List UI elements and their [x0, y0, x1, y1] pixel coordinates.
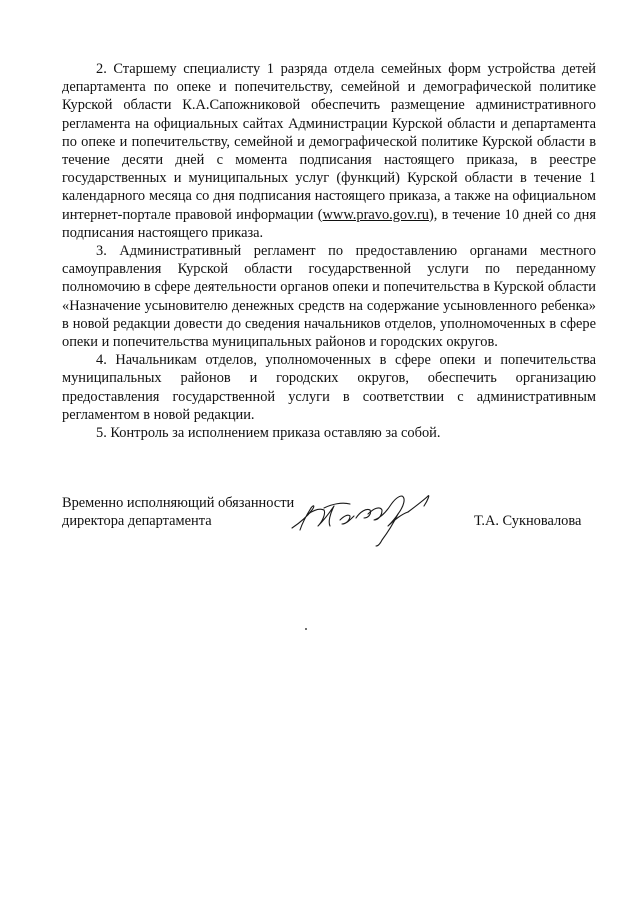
signatory-position-line-1: Временно исполняющий обязанности — [62, 495, 295, 511]
order-body — [62, 60, 596, 442]
signatory-name: Т.А. Сукновалова — [474, 513, 582, 529]
paragraph-2-text: 2. Старшему специалисту 1 разряда отдела семейных форм устройства детей департамента по опеке и попечительству, семейной и демографической политике Курской области К.А.Сапожниковой обеспечить размещение административного регламента на официальных сайтах Администрации Курской области и департамента по опеке и попечительству, семейной и демографической политике Курской области в течение десяти дней с момента подписания настоящего приказа, в реестре государственных и муниципальных услуг (функций) Курской области в течение 1 календарного месяца со дня подписания настоящего приказа, а также на официальном интернет-портале правовой информации ( — [62, 61, 596, 223]
paragraph-2 — [62, 60, 596, 242]
paragraph-3: 3. Административный регламент по предоставлению органами местного самоуправления Курской области государственной услуги по переданному полномочию в сфере деятельности органов опеки и попечительства в Курской области «Назначение усыновителю денежных средств на содержание усыновленного ребенка» в новой редакции довести до сведения начальников отделов, уполномоченных в сфере опеки и попечительства муниципальных районов и городских округов. — [62, 243, 596, 351]
handwritten-signature — [284, 484, 444, 550]
paragraph-2-tail: ), в течение 10 дней со дня подписания настоящего приказа. — [62, 206, 596, 241]
paragraph-4: 4. Начальникам отделов, уполномоченных в сфере опеки и попечительства муниципальных районов и городских округов, обеспечить организацию предоставления государственной услуги в соответствии с административным регламентом в новой редакции. — [62, 352, 596, 423]
signatory-position — [62, 494, 294, 530]
signatory-position-line-2: директора департамента — [62, 513, 212, 530]
pravo-link[interactable]: www.pravo.gov.ru — [322, 206, 429, 223]
paragraph-5: 5. Контроль за исполнением приказа оставляю за собой. — [96, 425, 441, 442]
page-speck — [305, 628, 307, 630]
